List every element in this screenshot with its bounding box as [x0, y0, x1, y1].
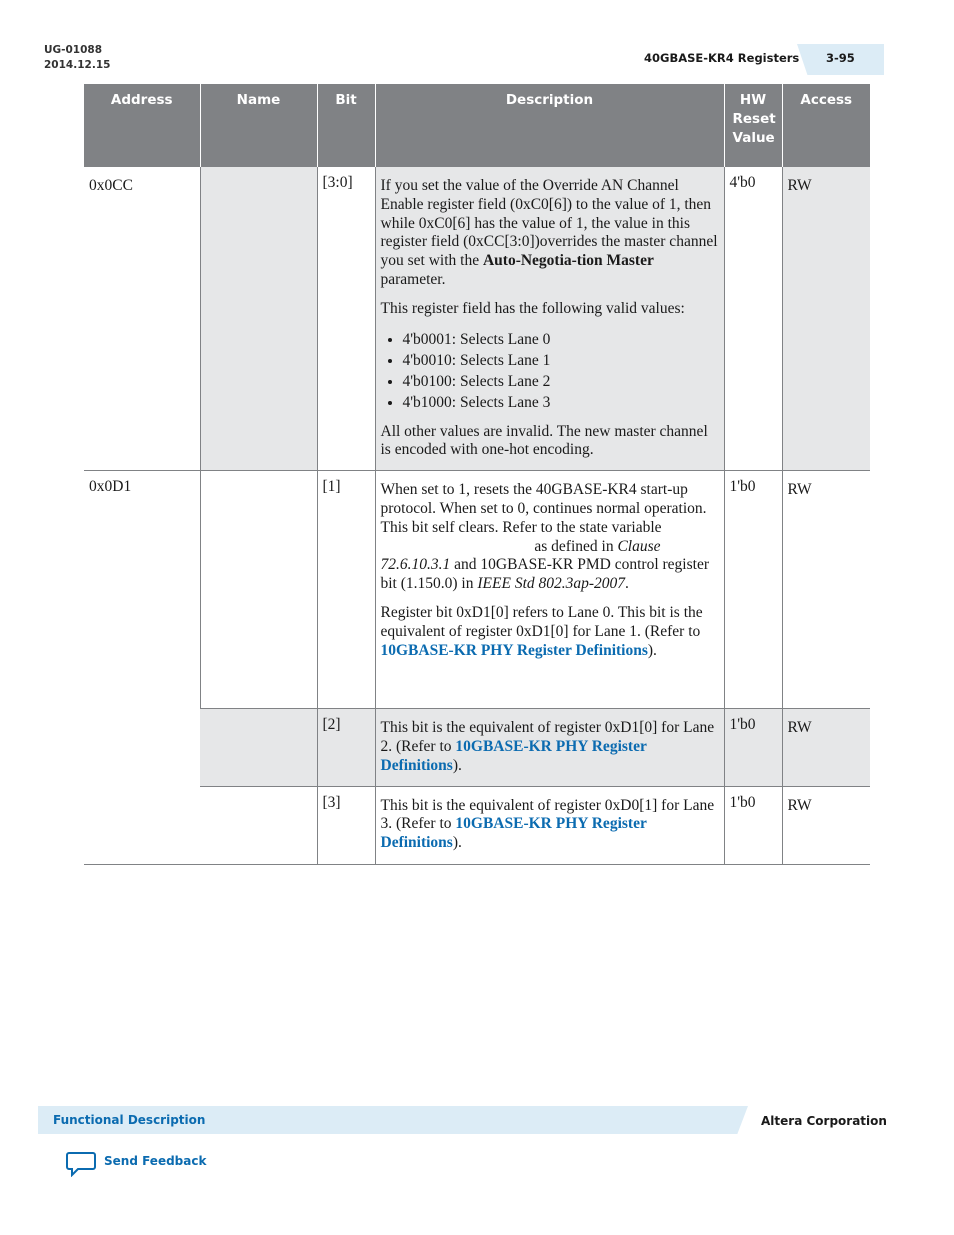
table-row: [84, 167, 870, 471]
name-cell: [200, 167, 317, 471]
doc-meta: [44, 43, 110, 72]
access-cell: RW: [782, 786, 870, 864]
access-cell: RW: [782, 709, 870, 786]
speech-bubble-icon[interactable]: [66, 1151, 96, 1182]
description-cell: [375, 471, 724, 709]
page-number: 3-95: [826, 51, 855, 65]
list-item: • 4'b0010: Selects Lane 1: [403, 350, 719, 371]
name-cell: [200, 471, 317, 709]
bit-cell: [3]: [317, 786, 375, 864]
description-paragraph: When set to 1, resets the 40GBASE-KR4 start-up protocol. When set to 0, continues normal operation. This bit self clears. Refer to the state variable as defined in Clause 72.6.10.3.1 and 10GBASE-KR PMD control register bit (1.150.0) in IEEE Std 802.3ap-2007.: [380, 481, 709, 593]
address-cell: 0x0D1: [84, 471, 200, 864]
kr-phy-register-link[interactable]: 10GBASE-KR PHY Register Definitions: [380, 641, 648, 659]
description-paragraph: All other values are invalid. The new master channel is encoded with one-hot encoding.: [380, 422, 708, 459]
table-row: [84, 709, 870, 786]
reset-value-cell: 1'b0: [724, 786, 782, 864]
description-cell: [375, 167, 724, 471]
bit-cell: [3:0]: [317, 167, 375, 471]
description-paragraph: If you set the value of the Override AN Channel Enable register field (0xC0[6]) to the value of 1, then while 0xC0[6] has the value of 1, the value in this register field (0xCC[3:0])overrides the master channel you set with the Auto-Negotia-tion Master parameter.: [380, 177, 718, 288]
reset-value-cell: 1'b0: [724, 471, 782, 709]
footer-company: Altera Corporation: [761, 1114, 887, 1128]
list-item: • 4'b0001: Selects Lane 0: [403, 329, 719, 350]
col-description: Description: [375, 84, 724, 167]
col-hw-reset-value: HW Reset Value: [724, 84, 782, 167]
doc-date: 2014.12.15: [44, 58, 111, 71]
description-cell: [375, 709, 724, 786]
name-cell: [200, 709, 317, 786]
reset-value-cell: 1'b0: [724, 709, 782, 786]
description-paragraph: This bit is the equivalent of register 0xD1[0] for Lane 2. (Refer to 10GBASE-KR PHY Register Definitions).: [380, 719, 715, 774]
list-item: • 4'b1000: Selects Lane 3: [403, 392, 719, 413]
table-row: [84, 471, 870, 709]
access-cell: RW: [782, 471, 870, 709]
col-name: Name: [200, 84, 317, 167]
address-cell: 0x0CC: [84, 167, 200, 471]
bit-cell: [2]: [317, 709, 375, 786]
reset-value-cell: 4'b0: [724, 167, 782, 471]
kr-phy-register-link[interactable]: 10GBASE-KR PHY Register Definitions: [380, 737, 647, 774]
valid-values-list: [381, 329, 719, 413]
col-bit: Bit: [317, 84, 375, 167]
table-row: [84, 786, 870, 864]
description-paragraph: This bit is the equivalent of register 0xD0[1] for Lane 3. (Refer to 10GBASE-KR PHY Register Definitions).: [380, 796, 715, 852]
description-cell: [375, 786, 724, 864]
name-cell: [200, 786, 317, 864]
description-paragraph: This register field has the following valid values:: [380, 299, 685, 317]
section-title: 40GBASE-KR4 Registers: [644, 51, 800, 65]
register-table: [84, 84, 870, 865]
list-item: • 4'b0100: Selects Lane 2: [403, 371, 719, 392]
description-paragraph: Register bit 0xD1[0] refers to Lane 0. This bit is the equivalent of register 0xD1[0] for Lane 1. (Refer to 10GBASE-KR PHY Register Definitions).: [380, 603, 703, 659]
doc-id: UG-01088: [44, 44, 103, 56]
col-access: Access: [782, 84, 870, 167]
kr-phy-register-link[interactable]: 10GBASE-KR PHY Register Definitions: [380, 815, 647, 852]
col-address: Address: [84, 84, 200, 167]
access-cell: RW: [782, 167, 870, 471]
send-feedback-link[interactable]: Send Feedback: [104, 1154, 207, 1168]
table-header-row: [84, 84, 870, 167]
footer-section-link[interactable]: Functional Description: [53, 1113, 206, 1127]
bit-cell: [1]: [317, 471, 375, 709]
